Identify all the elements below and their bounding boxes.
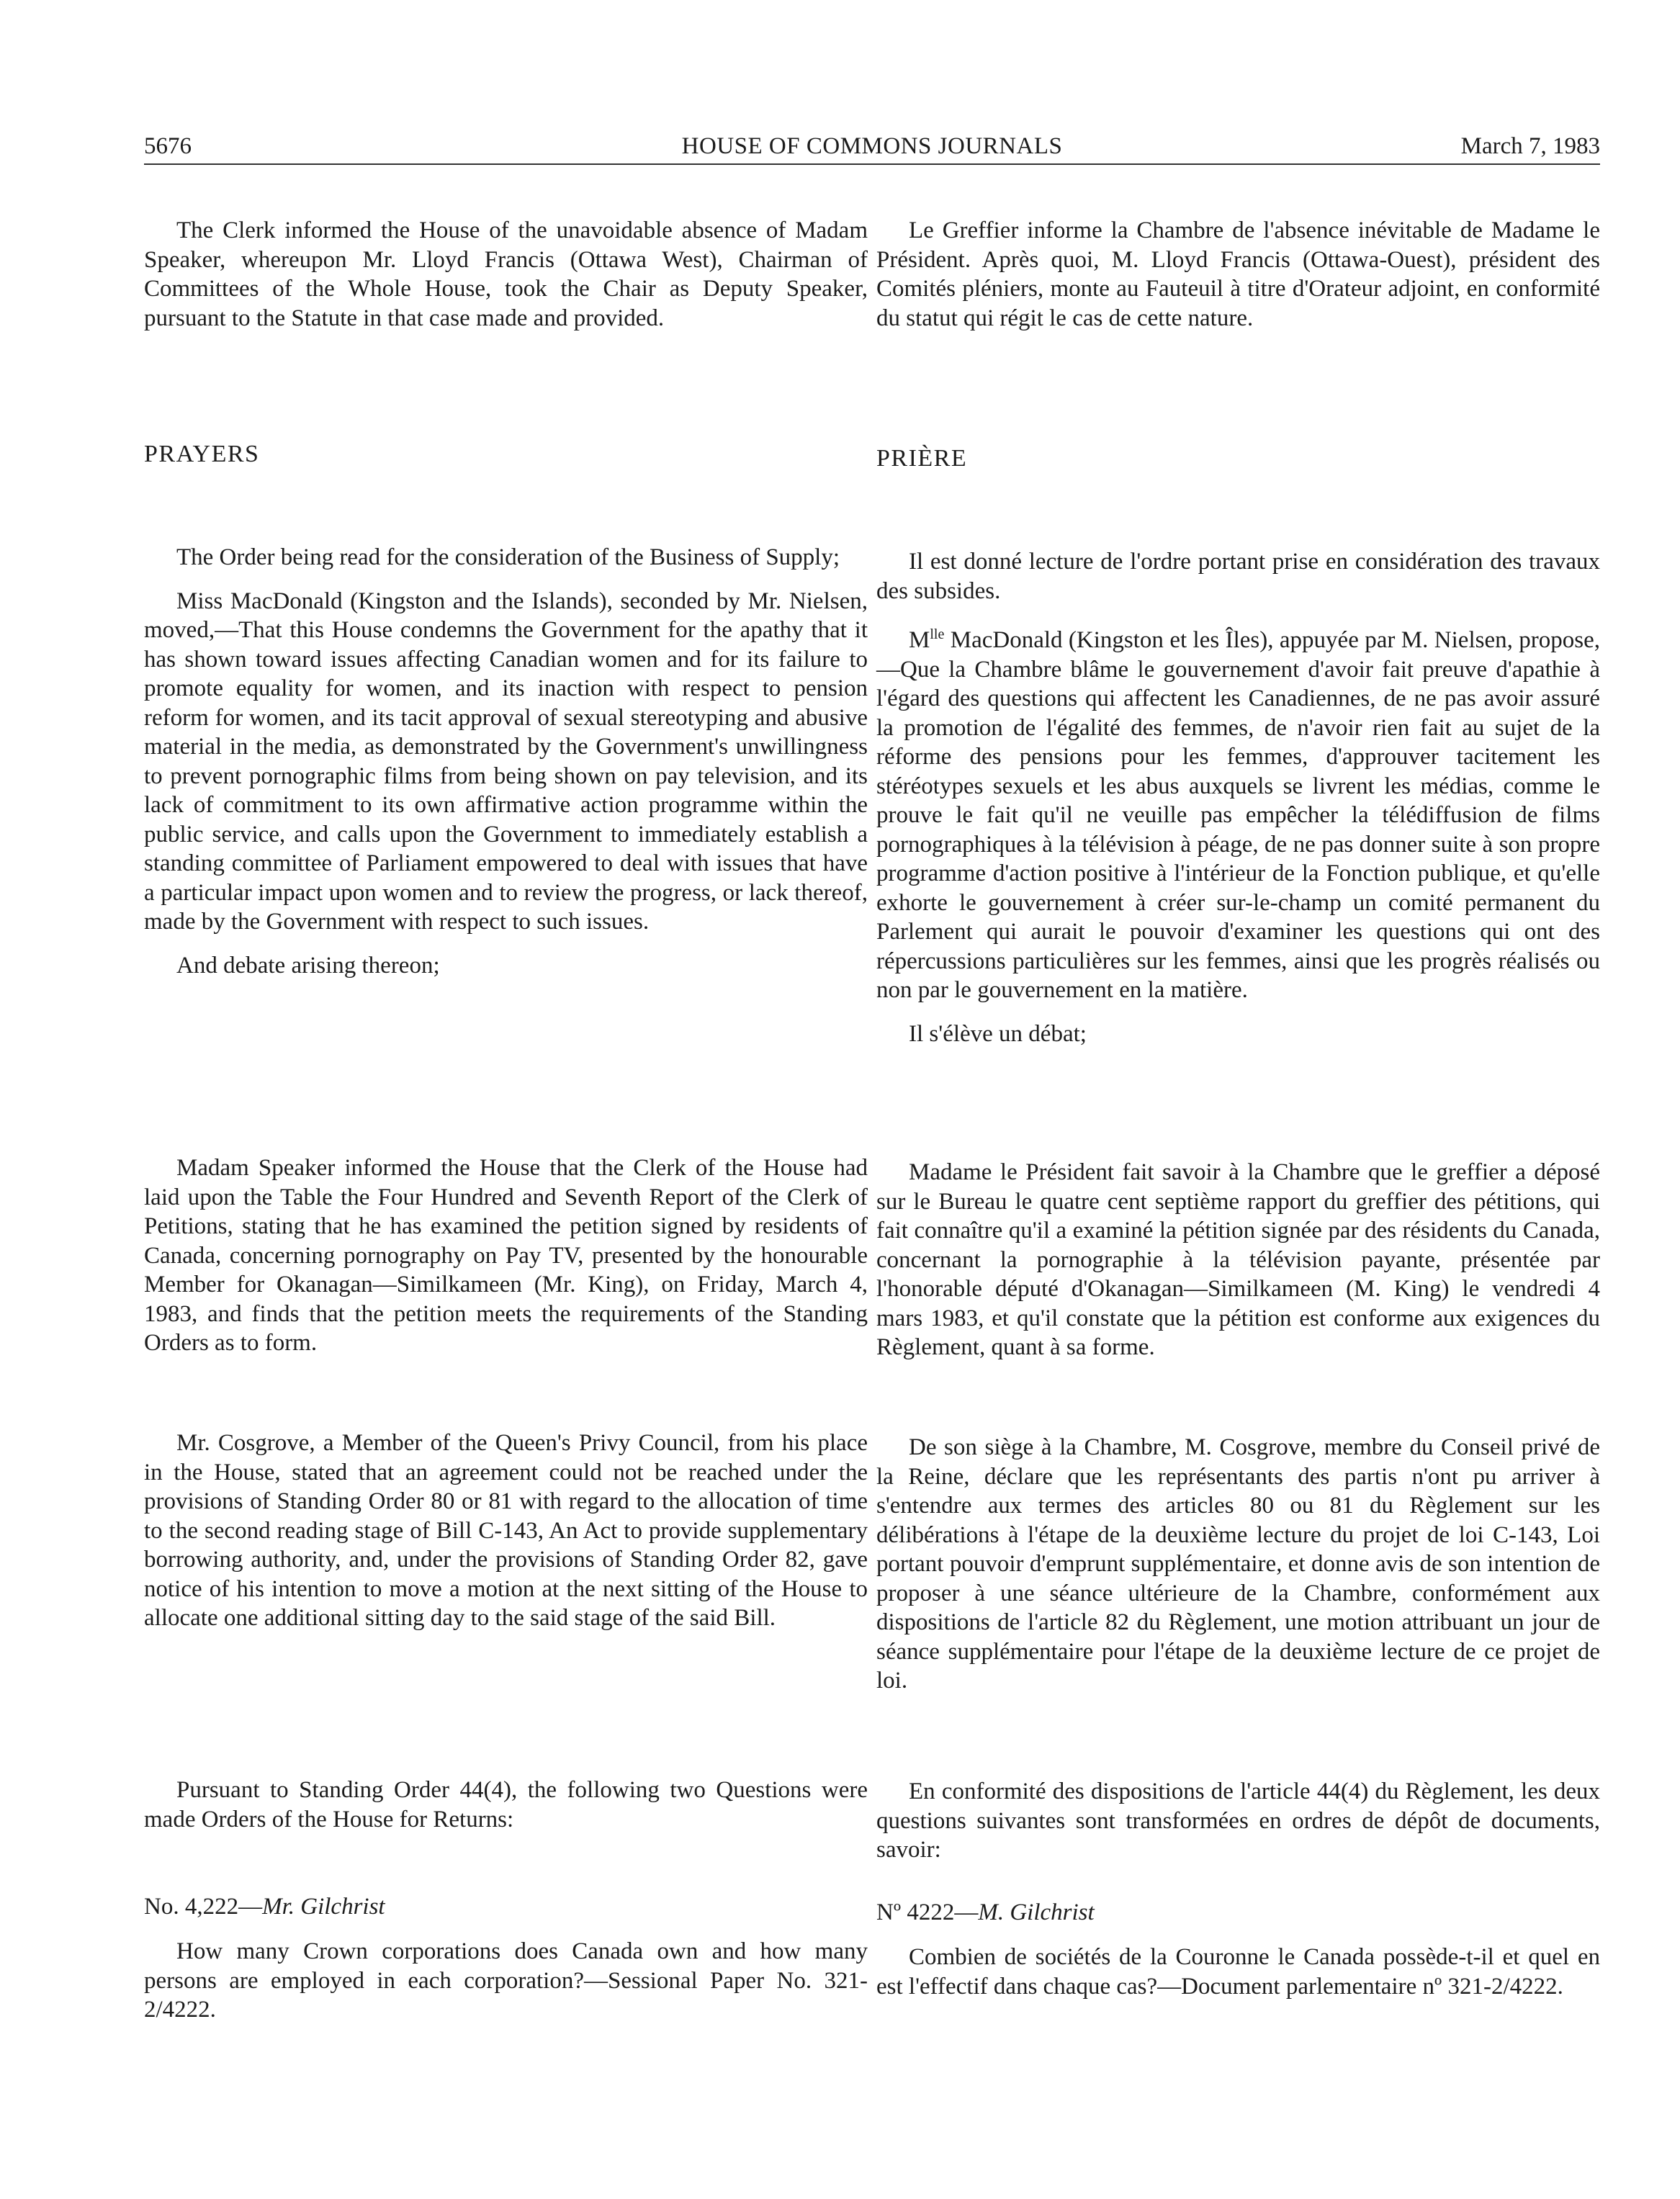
page-header — [144, 128, 1600, 163]
cosgrove-text-en: Mr. Cosgrove, a Member of the Queen's Privy Council, from his place in the House, stated that an agreement could not be reached under the provisions of Standing Order 80 or 81 with regard to the allocation of time to the second reading stage of Bill C-143, An Act to provide supplementary borrowing authority, and, under the provisions of Standing Order 82, gave notice of his intention to move a motion at the next sitting of the House to allocate one additional sitting day to the said stage of the said Bill. — [144, 1430, 868, 1631]
petition-paragraph-fr — [876, 1158, 1600, 1362]
question-text-en: How many Crown corporations does Canada own and how many persons are employed in each corporation?—Sessional Paper No. 321-2/4222. — [144, 1938, 868, 2023]
supply-order-en: The Order being read for the consideration of the Business of Supply; — [176, 544, 840, 570]
cosgrove-text-fr: De son siège à la Chambre, M. Cosgrove, membre du Conseil privé de la Reine, déclare que les représentants des partis n'ont pu arriver à s'entendre aux termes des articles 80 ou 81 du Règlement sur les délibérations à l'étape de la deuxième lecture du projet de loi C-143, Loi portant pouvoir d'emprunt supplémentaire, et donne avis de son intention de proposer à une séance ultérieure de la Chambre, conformément aux dispositions de l'article 82 du Règlement, une motion attribuant un jour de séance supplémentaire pour l'étape de la deuxième lecture de ce projet de loi. — [876, 1434, 1600, 1694]
prayers-heading-en: PRAYERS — [144, 441, 260, 467]
intro-paragraph-fr — [876, 216, 1600, 333]
supply-debate-en: And debate arising thereon; — [176, 952, 440, 979]
cosgrove-paragraph-fr — [876, 1433, 1600, 1696]
pursuant-paragraph-en — [144, 1776, 868, 1834]
supply-section-fr — [876, 547, 1600, 1048]
question-heading-en — [144, 1894, 385, 1920]
question-member-en: Mr. Gilchrist — [262, 1894, 385, 1920]
pursuant-text-en: Pursuant to Standing Order 44(4), the following two Questions were made Orders of the House for Returns: — [144, 1777, 868, 1832]
supply-section-en — [144, 543, 868, 980]
question-paragraph-fr — [876, 1943, 1600, 2001]
pursuant-paragraph-fr — [876, 1777, 1600, 1865]
journal-title: HOUSE OF COMMONS JOURNALS — [681, 133, 1063, 159]
intro-paragraph-en — [144, 216, 868, 333]
petition-text-en: Madam Speaker informed the House that the Clerk of the House had laid upon the Table the Four Hundred and Seventh Report of the Clerk of Petitions, stating that he has examined the petition signed by residents of Canada, concerning pornography on Pay TV, presented by the honourable Member for Okanagan—Similkameen (Mr. King), on Friday, March 4, 1983, and finds that the petition meets the requirements of the Standing Orders as to form. — [144, 1155, 868, 1356]
page-number: 5676 — [144, 133, 192, 159]
supply-motion-title-fr: M — [909, 627, 930, 653]
cosgrove-paragraph-en — [144, 1429, 868, 1633]
supply-motion-en: Miss MacDonald (Kingston and the Islands), seconded by Mr. Nielsen, moved,—That this House condemns the Government for the apathy that it has shown toward issues affecting Canadian women and for its failure to promote equality for women, and its inaction with respect to pension reform for women, and its tacit approval of sexual stereotyping and abusive material in the media, as demonstrated by the Government's unwillingness to prevent pornographic films from being shown on pay television, and its lack of commitment to its own affirmative action programme within the public service, and calls upon the Government to immediately establish a standing committee of Parliament empowered to deal with issues that have a particular impact upon women and to review the progress, or lack thereof, made by the Government with respect to such issues. — [144, 588, 868, 935]
question-number-fr: Nº 4222— — [876, 1899, 979, 1925]
supply-debate-fr: Il s'élève un débat; — [909, 1020, 1087, 1047]
question-text-fr: Combien de sociétés de la Couronne le Canada possède-t-il et quel en est l'effectif dans chaque cas?—Document parlementaire nº 321-2/4222. — [876, 1944, 1600, 2000]
supply-motion-title-sup-fr: lle — [930, 626, 945, 642]
pursuant-text-fr: En conformité des dispositions de l'article 44(4) du Règlement, les deux questions suivantes sont transformées en ordres de dépôt de documents, savoir: — [876, 1778, 1600, 1863]
intro-text-en: The Clerk informed the House of the unavoidable absence of Madam Speaker, whereupon Mr. Lloyd Francis (Ottawa West), Chairman of Committees of the Whole House, took the Chair as Deputy Speaker, pursuant to the Statute in that case made and provided. — [144, 217, 868, 331]
supply-motion-fr — [876, 620, 1600, 1005]
prayers-heading-fr: PRIÈRE — [876, 445, 968, 472]
header-rule — [144, 163, 1600, 165]
supply-order-fr: Il est donné lecture de l'ordre portant prise en considération des travaux des subsides. — [876, 549, 1600, 604]
supply-motion-text-fr: MacDonald (Kingston et les Îles), appuyée par M. Nielsen, propose,—Que la Chambre blâme le gouvernement d'avoir fait preuve d'apathie à l'égard des questions qui affectent les Canadiennes, de ne pas avoir assuré la promotion de l'égalité des femmes, de n'avoir rien fait au sujet de la réforme des pensions pour les femmes, d'approuver tacitement les stéréotypes sexuels et les abus auxquels se livrent les médias, comme le prouve le fait qu'il ne veuille pas empêcher la télédiffusion de films pornographiques à la télévision à péage, de ne pas donner suite à son propre programme d'action positive à l'intérieur de la Fonction publique, et qu'elle exhorte le gouvernement à créer sur-le-champ un comité permanent du Parlement qui aurait le pouvoir d'examiner les questions qui ont des répercussions particulières sur les femmes, ainsi que les progrès réalisés ou non par le gouvernement en la matière. — [876, 627, 1600, 1003]
intro-text-fr: Le Greffier informe la Chambre de l'absence inévitable de Madame le Président. Après quoi, M. Lloyd Francis (Ottawa-Ouest), président des Comités pléniers, monte au Fauteuil à titre d'Orateur adjoint, en conformité du statut qui régit le cas de cette nature. — [876, 217, 1600, 331]
question-paragraph-en — [144, 1937, 868, 2025]
question-member-fr: M. Gilchrist — [978, 1899, 1095, 1925]
question-heading-fr — [876, 1899, 1095, 1926]
petition-paragraph-en — [144, 1154, 868, 1358]
journal-date: March 7, 1983 — [1460, 133, 1600, 159]
petition-text-fr: Madame le Président fait savoir à la Chambre que le greffier a déposé sur le Bureau le quatre cent septième rapport du greffier des pétitions, qui fait connaître qu'il a examiné la pétition signée par des résidents du Canada, concernant la pornographie à la télévision payante, présentée par l'honorable député d'Okanagan—Similkameen (M. King) le vendredi 4 mars 1983, et qu'il constate que la pétition est conforme aux exigences du Règlement, quant à sa forme. — [876, 1159, 1600, 1360]
question-number-en: No. 4,222— — [144, 1894, 263, 1920]
